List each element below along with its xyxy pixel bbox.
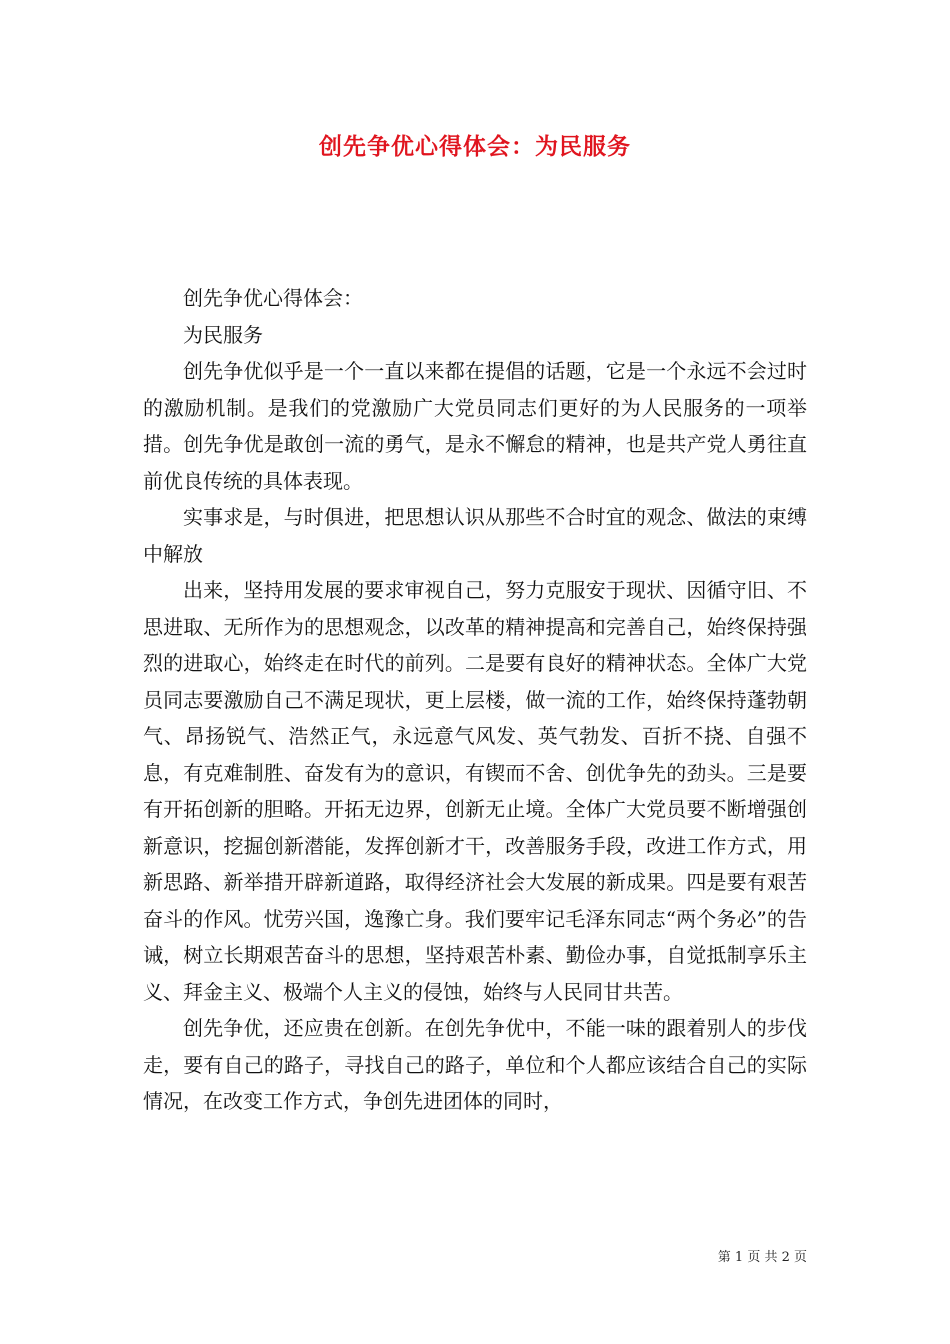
- paragraph: 创先争优似乎是一个一直以来都在提倡的话题，它是一个永远不会过时的激励机制。是我们的党激励广大党员同志们更好的为人民服务的一项举措。创先争优是敢创一流的勇气，是永不懈怠的精神，也是共产党人勇往直前优良传统的具体表现。: [143, 359, 807, 493]
- paragraph: 创先争优，还应贵在创新。在创先争优中，不能一味的跟着别人的步伐走，要有自己的路子，寻找自己的路子，单位和个人都应该结合自己的实际情况，在改变工作方式，争创先进团体的同时，: [143, 1016, 807, 1113]
- page-number: 第 1 页 共 2 页: [717, 1250, 807, 1265]
- paragraph-heading-1: 创先争优心得体会：: [183, 286, 363, 310]
- document-title: 创先争优心得体会：为民服务: [319, 133, 631, 160]
- paragraph-heading-2: 为民服务: [183, 322, 263, 347]
- paragraph: 实事求是，与时俱进，把思想认识从那些不合时宜的观念、做法的束缚中解放: [143, 505, 807, 566]
- paragraph: 出来，坚持用发展的要求审视自己，努力克服安于现状、因循守旧、不思进取、无所作为的思想观念，以改革的精神提高和完善自己，始终保持强烈的进取心，始终走在时代的前列。二是要有良好的精神状态。全体广大党员同志要激励自己不满足现状，更上层楼，做一流的工作，始终保持蓬勃朝气、昂扬锐气、浩然正气，永远意气风发、英气勃发、百折不挠、自强不息，有克难制胜、奋发有为的意识，有锲而不舍、创优争先的劲头。三是要有开拓创新的胆略。开拓无边界，创新无止境。全体广大党员要不断增强创新意识，挖掘创新潜能，发挥创新才干，改善服务手段，改进工作方式，用新思路、新举措开辟新道路，取得经济社会大发展的新成果。四是要有艰苦奋斗的作风。忧劳兴国，逸豫亡身。我们要牢记毛泽东同志“两个务必”的告诫，树立长期艰苦奋斗的思想，坚持艰苦朴素、勤俭办事，自觉抵制享乐主义、拜金主义、极端个人主义的侵蚀，始终与人民同甘共苦。: [143, 578, 807, 1004]
- document-body: [143, 280, 807, 1120]
